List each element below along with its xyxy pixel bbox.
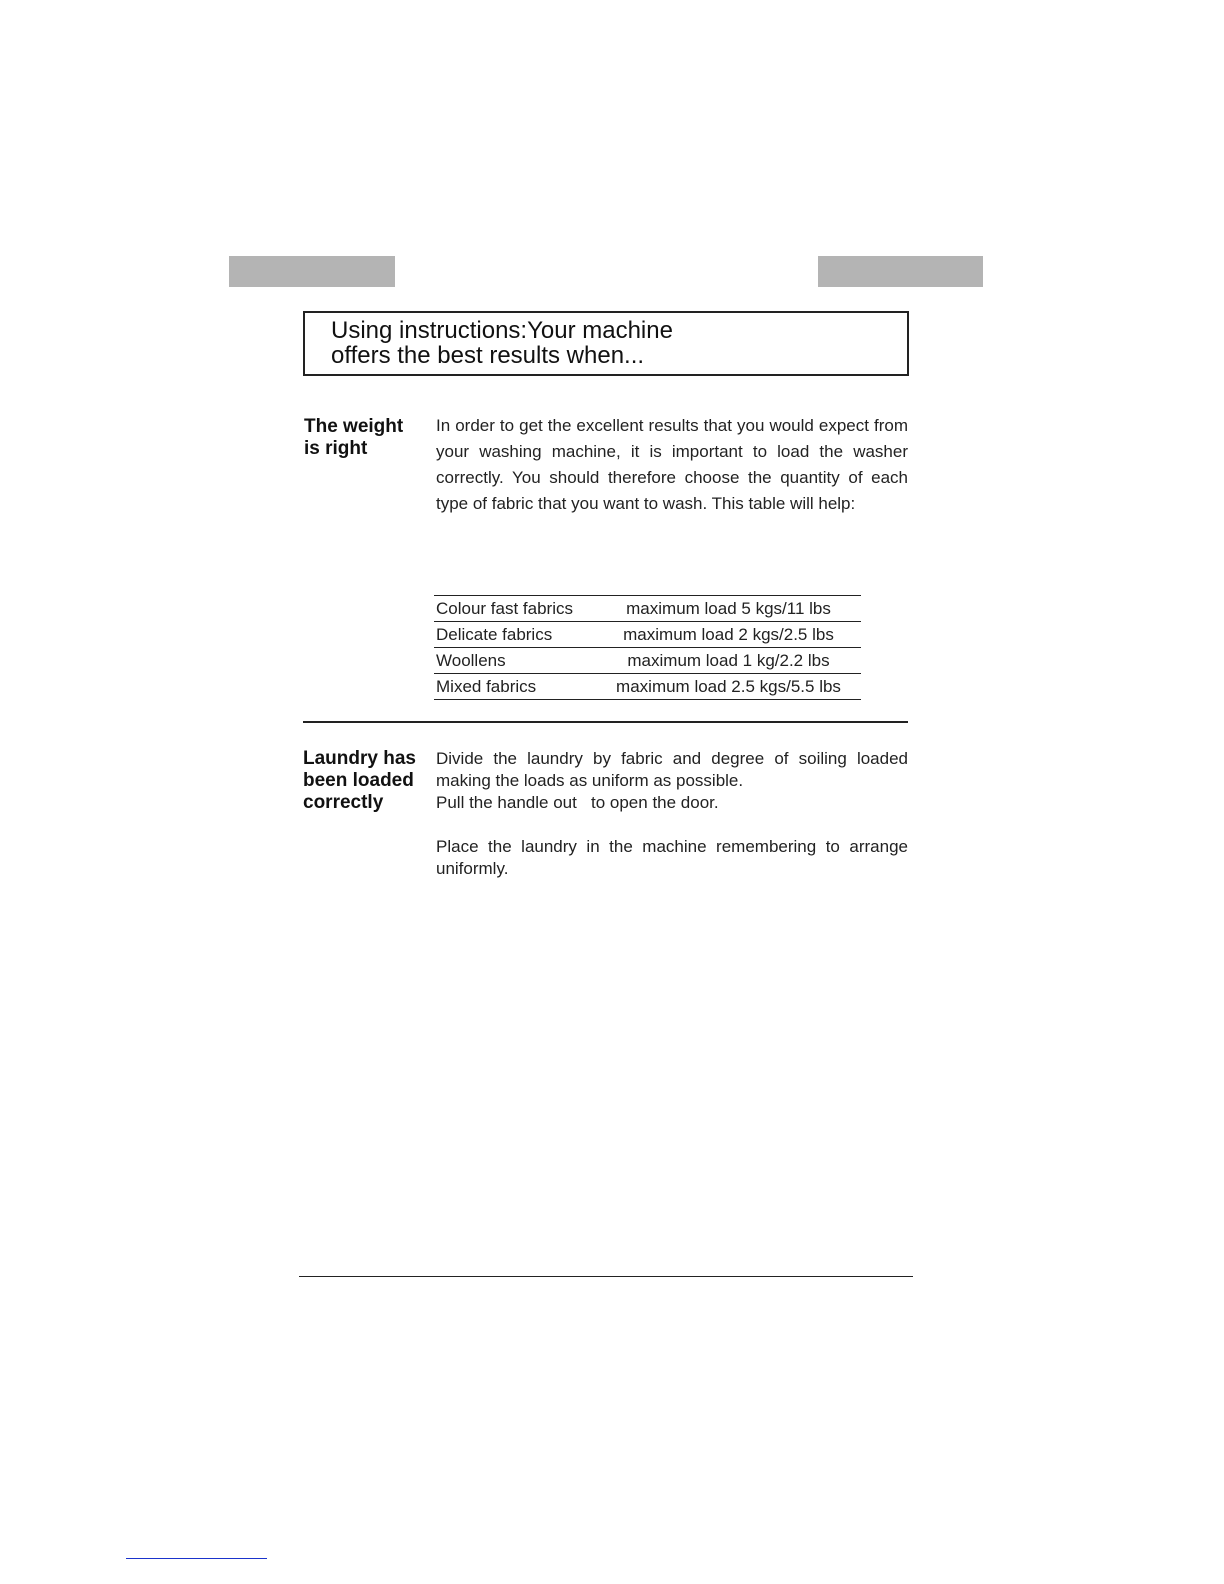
fabric-cell: Delicate fabrics xyxy=(434,622,596,648)
max-load-cell: maximum load 1 kg/2.2 lbs xyxy=(596,648,861,674)
load-table xyxy=(434,595,861,700)
loading-heading-line-3: correctly xyxy=(303,792,384,813)
page-edge-line xyxy=(126,1558,267,1559)
header-bar-right xyxy=(818,256,983,287)
table-row xyxy=(434,596,861,622)
max-load-cell: maximum load 2 kgs/2.5 lbs xyxy=(596,622,861,648)
page-title-box xyxy=(303,311,909,376)
loading-paragraph-1 xyxy=(436,748,908,814)
loading-paragraph-1-line-2: making the loads as uniform as possible. xyxy=(436,771,744,790)
table-row xyxy=(434,674,861,700)
weight-section-heading xyxy=(304,416,403,460)
table-row xyxy=(434,648,861,674)
loading-paragraph-2: Place the laundry in the machine remembering to arrange uniformly. xyxy=(436,837,908,878)
footer-divider xyxy=(299,1276,913,1277)
weight-heading-line-1: The weight xyxy=(304,416,404,437)
max-load-cell: maximum load 2.5 kgs/5.5 lbs xyxy=(596,674,861,700)
fabric-cell: Woollens xyxy=(434,648,596,674)
fabric-cell: Colour fast fabrics xyxy=(434,596,596,622)
loading-heading-line-2: been loaded xyxy=(303,770,414,791)
weight-section-paragraph: In order to get the excellent results that you would expect from your washing machine, it is important to load the washer correctly. You should therefore choose the quantity of each type of fabric that you want to wash. This table will help: xyxy=(436,416,908,513)
page-title-line-1: Using instructions:Your machine xyxy=(331,317,673,344)
max-load-cell: maximum load 5 kgs/11 lbs xyxy=(596,596,861,622)
table-row xyxy=(434,622,861,648)
header-bar-left xyxy=(229,256,395,287)
loading-paragraph-1-line-1: Divide the laundry by fabric and degree of soiling loaded xyxy=(436,749,908,768)
weight-heading-line-2: is right xyxy=(304,438,368,459)
loading-paragraph-1-line-3: Pull the handle out to open the door. xyxy=(436,793,719,812)
loading-heading-line-1: Laundry has xyxy=(303,748,416,769)
section-divider xyxy=(303,721,908,723)
loading-section-heading xyxy=(303,748,416,814)
page-title-line-2: offers the best results when... xyxy=(331,342,645,369)
fabric-cell: Mixed fabrics xyxy=(434,674,596,700)
